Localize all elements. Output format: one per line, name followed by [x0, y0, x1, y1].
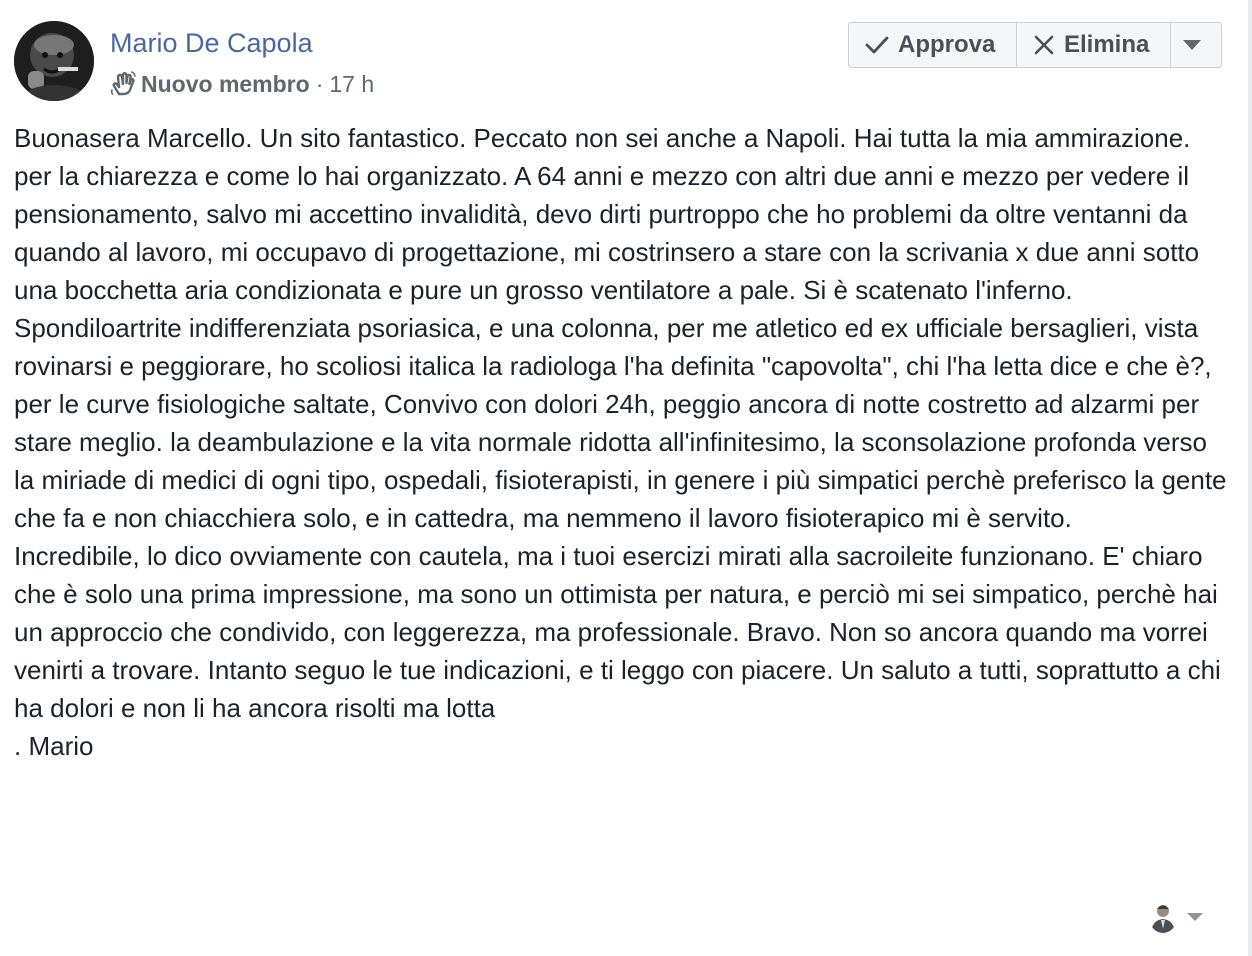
post-meta: [110, 68, 374, 100]
author-name-link[interactable]: Mario De Capola: [110, 28, 313, 58]
more-options-button[interactable]: [1170, 23, 1221, 67]
new-member-badge[interactable]: Nuovo membro: [141, 70, 310, 97]
post-body: [14, 119, 1229, 765]
moderation-actions: [848, 22, 1222, 68]
author-avatar[interactable]: [14, 21, 94, 101]
waving-hand-icon: [110, 71, 136, 97]
profile-photo-avatar: [14, 21, 94, 101]
delete-button[interactable]: [1016, 23, 1170, 67]
delete-label: Elimina: [1064, 31, 1150, 58]
post-timestamp[interactable]: 17 h: [329, 70, 375, 97]
approve-button[interactable]: [849, 23, 1016, 67]
checkmark-icon: [865, 35, 889, 55]
meta-separator: ·: [315, 70, 324, 97]
post-paragraph: Incredibile, lo dico ovviamente con cautela, ma i tuoi esercizi mirati alla sacroileite funzionano. E' chiaro che è solo una prima impressione, ma sono un ottimista per natura, e perciò mi sei simpatico, perchè hai un approccio che condivido, con leggerezza, ma professionale. Bravo. Non so ancora quando ma vorrei venirti a trovare. Intanto seguo le tue indicazioni, e ti leggo con piacere. Un saluto a tutti, soprattutto a chi ha dolori e non li ha ancora risolti ma lotta: [14, 541, 1221, 723]
caret-down-icon[interactable]: [1186, 912, 1204, 922]
post-signature: . Mario: [14, 731, 94, 761]
x-icon: [1033, 34, 1055, 56]
caret-down-icon: [1182, 39, 1202, 51]
approve-label: Approva: [898, 31, 996, 58]
reply-as-selector[interactable]: [1149, 901, 1204, 933]
page-edge-divider: [1248, 0, 1252, 956]
viewer-avatar[interactable]: [1149, 901, 1177, 933]
post-paragraph: Buonasera Marcello. Un sito fantastico. Peccato non sei anche a Napoli. Hai tutta la mia ammirazione. per la chiarezza e come lo hai organizzato. A 64 anni e mezzo con altri due anni e mezzo per vedere il pensionamento, salvo mi accettino invalidità, devo dirti purtroppo che ho problemi da oltre ventanni da quando al lavoro, mi occupavo di progettazione, mi costrinsero a stare con la scrivania x due anni sotto una bocchetta aria condizionata e pure un grosso ventilatore a pale. Si è scatenato l'inferno. Spondiloartrite indifferenziata psoriasica, e una colonna, per me atletico ed ex ufficiale bersaglieri, vista rovinarsi e peggiorare, ho scoliosi italica la radiologa l'ha definita "capovolta", chi l'ha letta dice e che è?, per le curve fisiologiche saltate, Convivo con dolori 24h, peggio ancora di notte costretto ad alzarmi per stare meglio. la deambulazione e la vita normale ridotta all'infinitesimo, la sconsolazione profonda verso la miriade di medici di ogni tipo, ospedali, fisioterapisti, in genere i più simpatici perchè preferisco la gente che fa e non chiacchiera solo, e in cattedra, ma nemmeno il lavoro fisioterapico mi è servito.: [14, 123, 1227, 533]
